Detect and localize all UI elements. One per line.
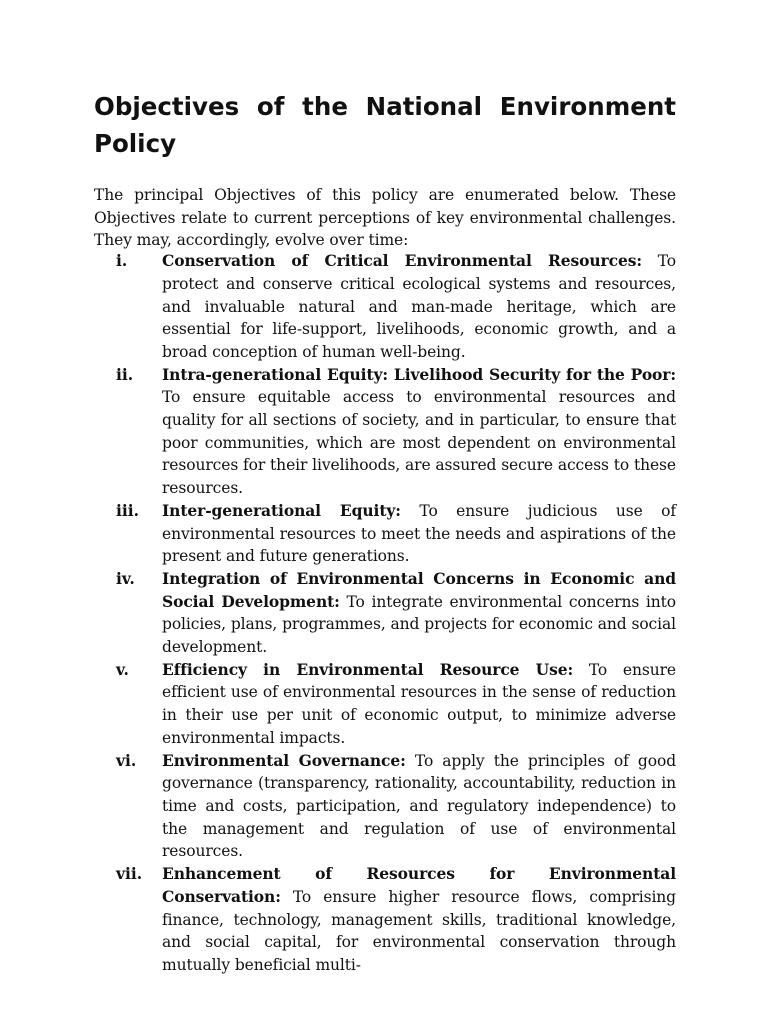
objective-text: To apply the principles of good governance (transparency, rationality, accountability, reduction in time and costs, participation, and regulatory independence) to the management and regulation of use of environmental resources. — [162, 751, 677, 861]
list-item — [94, 568, 676, 659]
list-item — [94, 500, 676, 568]
objective-title: Integration of Environmental Concerns in Economic and Social Development: — [162, 568, 676, 611]
objective-title: Intra-generational Equity: Livelihood Security for the Poor: — [162, 364, 676, 384]
objective-title: Environmental Governance: — [162, 750, 406, 770]
objective-text: To ensure equitable access to environmental resources and quality for all sections of society, and in particular, to ensure that poor communities, which are most dependent on environmental resources for their livelihoods, are assured secure access to these resources. — [162, 388, 676, 498]
list-item-body — [162, 863, 676, 977]
objective-text: To ensure efficient use of environmental resources in the sense of reduction in their use per unit of economic output, to minimize adverse environmental impacts. — [162, 660, 677, 747]
list-numeral: i. — [116, 251, 128, 271]
objective-text: To integrate environmental concerns into policies, plans, programmes, and projects for economic and social development. — [162, 592, 677, 657]
document-page — [94, 88, 676, 977]
objectives-list — [94, 250, 676, 977]
list-item — [94, 863, 676, 977]
list-numeral: iii. — [116, 500, 140, 520]
objective-title: Enhancement of Resources for Environmental Conservation: — [162, 864, 676, 906]
list-numeral: v. — [116, 659, 129, 679]
list-item-body — [162, 750, 676, 864]
list-item-body — [162, 500, 676, 568]
intro-paragraph: The principal Objectives of this policy are enumerated below. These Objectives relate to current perceptions of key environmental challenges. They may, accordingly, evolve over time: — [94, 186, 676, 250]
objective-title: Inter-generational Equity: — [162, 500, 401, 520]
list-item-body — [162, 659, 676, 750]
page-title: Objectives of the National Environment Policy — [94, 92, 676, 158]
list-numeral: vii. — [116, 864, 143, 884]
objective-text: To ensure judicious use of environmental resources to meet the needs and aspirations of the present and future generations. — [162, 501, 677, 566]
list-item — [94, 750, 676, 864]
objective-title: Efficiency in Environmental Resource Use: — [162, 659, 574, 679]
list-item — [94, 250, 676, 364]
list-numeral: vi. — [116, 750, 137, 770]
objective-title: Conservation of Critical Environmental Resources: — [162, 251, 642, 271]
list-item-body — [162, 364, 676, 500]
objective-text: To ensure higher resource flows, comprising finance, technology, management skills, traditional knowledge, and social capital, for environmental conservation through mutually beneficial multi- — [162, 887, 677, 974]
list-item-body — [162, 250, 676, 364]
list-item-body — [162, 568, 676, 659]
list-numeral: iv. — [116, 568, 135, 588]
list-numeral: ii. — [116, 364, 134, 384]
list-item — [94, 364, 676, 500]
list-item — [94, 659, 676, 750]
objective-text: To protect and conserve critical ecological systems and resources, and invaluable natural and man-made heritage, which are essential for life-support, livelihoods, economic growth, and a broad conception of human well-being. — [162, 252, 676, 361]
